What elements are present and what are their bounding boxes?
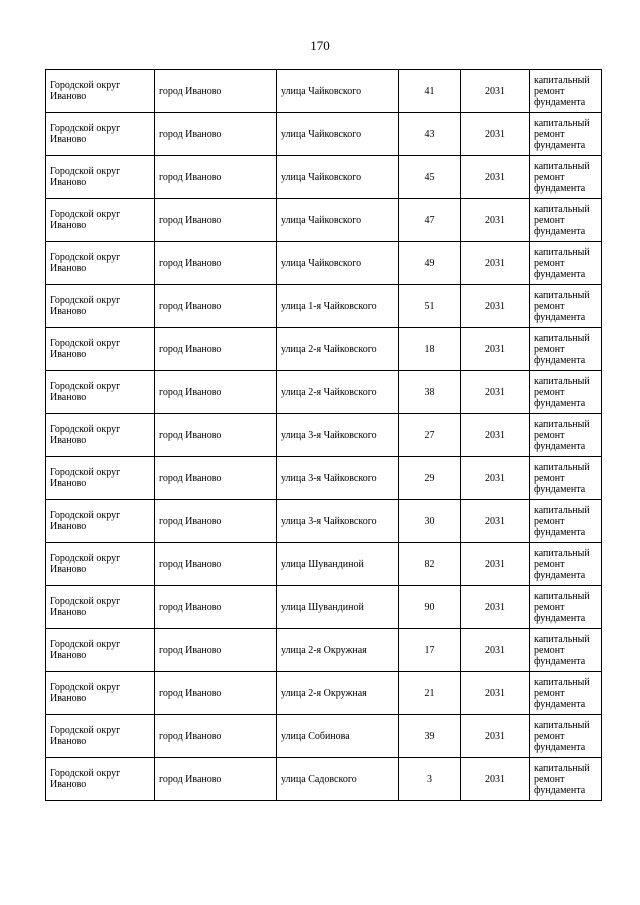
work-type-line: капитальный [534,289,590,301]
house-number-cell: 18 [399,328,461,371]
work-type-line: капитальный [534,246,590,258]
work-type-cell [530,285,602,328]
work-type-line: фундамента [534,182,586,194]
municipal-district-cell: Городской округ Иваново [46,328,155,371]
page-number: 170 [310,38,330,53]
work-type-line: фундамента [534,569,586,581]
work-type-line: капитальный [534,160,590,172]
table-row [46,70,602,113]
year-cell: 2031 [461,543,530,586]
year-cell: 2031 [461,285,530,328]
municipal-district-cell: Городской округ Иваново [46,758,155,801]
city-cell: город Иваново [155,70,277,113]
street-cell: улица 2-я Чайковского [277,371,399,414]
work-type-line: капитальный [534,590,590,602]
city-cell: город Иваново [155,242,277,285]
table-row [46,586,602,629]
municipal-district-cell: Городской округ Иваново [46,715,155,758]
work-type-line: капитальный [534,547,590,559]
table-row [46,457,602,500]
work-type-line: капитальный [534,461,590,473]
work-type-line: ремонт [534,601,565,613]
work-type-line: ремонт [534,472,565,484]
work-type-cell [530,199,602,242]
work-type-line: фундамента [534,225,586,237]
work-type-line: капитальный [534,117,590,129]
table-row [46,113,602,156]
work-type-line: ремонт [534,558,565,570]
work-type-line: капитальный [534,418,590,430]
municipal-district-cell: Городской округ Иваново [46,629,155,672]
work-type-line: фундамента [534,612,586,624]
municipal-district-cell: Городской округ Иваново [46,285,155,328]
work-type-cell [530,629,602,672]
work-type-line: фундамента [534,139,586,151]
city-cell: город Иваново [155,371,277,414]
year-cell: 2031 [461,629,530,672]
work-type-line: фундамента [534,655,586,667]
street-cell: улица Шувандиной [277,543,399,586]
table-row [46,543,602,586]
street-cell: улица Чайковского [277,199,399,242]
table-row [46,414,602,457]
table-row [46,285,602,328]
street-cell: улица Собинова [277,715,399,758]
table-row [46,156,602,199]
municipal-district-cell: Городской округ Иваново [46,500,155,543]
street-cell: улица 3-я Чайковского [277,500,399,543]
work-type-line: капитальный [534,375,590,387]
house-number-cell: 38 [399,371,461,414]
year-cell: 2031 [461,371,530,414]
work-type-line: ремонт [534,730,565,742]
work-type-line: фундамента [534,698,586,710]
year-cell: 2031 [461,715,530,758]
table-row [46,758,602,801]
house-number-cell: 3 [399,758,461,801]
municipal-district-cell: Городской округ Иваново [46,543,155,586]
work-type-cell [530,457,602,500]
year-cell: 2031 [461,199,530,242]
work-type-line: ремонт [534,300,565,312]
street-cell: улица Чайковского [277,242,399,285]
house-number-cell: 43 [399,113,461,156]
city-cell: город Иваново [155,672,277,715]
street-cell: улица 3-я Чайковского [277,457,399,500]
table-row [46,715,602,758]
house-number-cell: 21 [399,672,461,715]
work-type-line: фундамента [534,354,586,366]
city-cell: город Иваново [155,328,277,371]
work-type-line: капитальный [534,504,590,516]
work-type-line: ремонт [534,644,565,656]
year-cell: 2031 [461,328,530,371]
table-row [46,242,602,285]
street-cell: улица Чайковского [277,156,399,199]
work-type-line: капитальный [534,633,590,645]
work-type-cell [530,70,602,113]
work-type-line: ремонт [534,687,565,699]
municipal-district-cell: Городской округ Иваново [46,242,155,285]
house-number-cell: 45 [399,156,461,199]
table-row [46,672,602,715]
work-type-cell [530,414,602,457]
work-type-line: фундамента [534,96,586,108]
municipal-district-cell: Городской округ Иваново [46,672,155,715]
work-type-line: капитальный [534,74,590,86]
repair-registry-table [45,69,602,801]
year-cell: 2031 [461,70,530,113]
work-type-cell [530,715,602,758]
work-type-line: ремонт [534,773,565,785]
work-type-line: фундамента [534,268,586,280]
city-cell: город Иваново [155,457,277,500]
work-type-cell [530,371,602,414]
work-type-cell [530,156,602,199]
work-type-line: ремонт [534,343,565,355]
municipal-district-cell: Городской округ Иваново [46,457,155,500]
city-cell: город Иваново [155,113,277,156]
city-cell: город Иваново [155,629,277,672]
street-cell: улица Чайковского [277,113,399,156]
year-cell: 2031 [461,156,530,199]
house-number-cell: 51 [399,285,461,328]
house-number-cell: 39 [399,715,461,758]
house-number-cell: 49 [399,242,461,285]
city-cell: город Иваново [155,285,277,328]
year-cell: 2031 [461,586,530,629]
house-number-cell: 17 [399,629,461,672]
year-cell: 2031 [461,457,530,500]
work-type-line: фундамента [534,784,586,796]
work-type-cell [530,242,602,285]
table-row [46,371,602,414]
municipal-district-cell: Городской округ Иваново [46,586,155,629]
street-cell: улица 2-я Окружная [277,629,399,672]
municipal-district-cell: Городской округ Иваново [46,371,155,414]
work-type-line: ремонт [534,515,565,527]
work-type-line: капитальный [534,676,590,688]
table-row [46,328,602,371]
work-type-line: капитальный [534,203,590,215]
house-number-cell: 47 [399,199,461,242]
municipal-district-cell: Городской округ Иваново [46,414,155,457]
year-cell: 2031 [461,500,530,543]
city-cell: город Иваново [155,199,277,242]
house-number-cell: 29 [399,457,461,500]
work-type-line: капитальный [534,719,590,731]
work-type-line: фундамента [534,440,586,452]
street-cell: улица Садовского [277,758,399,801]
municipal-district-cell: Городской округ Иваново [46,113,155,156]
street-cell: улица 2-я Чайковского [277,328,399,371]
year-cell: 2031 [461,113,530,156]
house-number-cell: 82 [399,543,461,586]
municipal-district-cell: Городской округ Иваново [46,199,155,242]
city-cell: город Иваново [155,156,277,199]
work-type-line: фундамента [534,483,586,495]
table-body [46,70,602,801]
work-type-cell [530,672,602,715]
work-type-line: ремонт [534,128,565,140]
work-type-line: фундамента [534,311,586,323]
street-cell: улица 1-я Чайковского [277,285,399,328]
work-type-line: ремонт [534,85,565,97]
year-cell: 2031 [461,414,530,457]
work-type-cell [530,543,602,586]
work-type-line: ремонт [534,257,565,269]
work-type-line: фундамента [534,741,586,753]
city-cell: город Иваново [155,715,277,758]
work-type-cell [530,113,602,156]
work-type-cell [530,586,602,629]
table-row [46,500,602,543]
house-number-cell: 27 [399,414,461,457]
street-cell: улица 3-я Чайковского [277,414,399,457]
work-type-line: фундамента [534,397,586,409]
year-cell: 2031 [461,242,530,285]
street-cell: улица Шувандиной [277,586,399,629]
municipal-district-cell: Городской округ Иваново [46,70,155,113]
table-row [46,629,602,672]
work-type-line: ремонт [534,214,565,226]
work-type-line: капитальный [534,762,590,774]
municipal-district-cell: Городской округ Иваново [46,156,155,199]
work-type-line: ремонт [534,386,565,398]
city-cell: город Иваново [155,500,277,543]
year-cell: 2031 [461,672,530,715]
work-type-line: ремонт [534,429,565,441]
table-row [46,199,602,242]
house-number-cell: 90 [399,586,461,629]
street-cell: улица 2-я Окружная [277,672,399,715]
city-cell: город Иваново [155,414,277,457]
work-type-line: ремонт [534,171,565,183]
street-cell: улица Чайковского [277,70,399,113]
city-cell: город Иваново [155,543,277,586]
year-cell: 2031 [461,758,530,801]
city-cell: город Иваново [155,758,277,801]
work-type-line: фундамента [534,526,586,538]
work-type-cell [530,758,602,801]
work-type-cell [530,328,602,371]
house-number-cell: 41 [399,70,461,113]
city-cell: город Иваново [155,586,277,629]
work-type-cell [530,500,602,543]
work-type-line: капитальный [534,332,590,344]
house-number-cell: 30 [399,500,461,543]
